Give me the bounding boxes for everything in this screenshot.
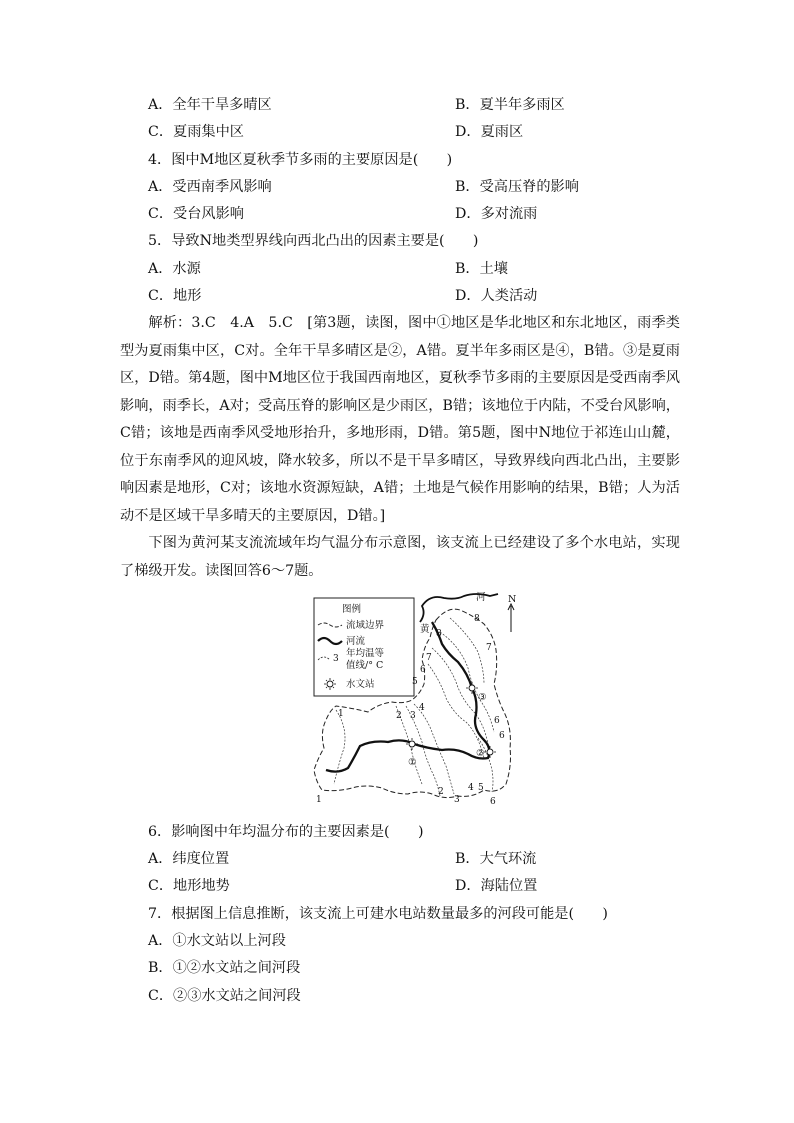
q5-option-a: A．水源	[148, 261, 201, 277]
q5-option-b: B．土壤	[455, 261, 508, 277]
label-huang: 黄	[420, 624, 430, 635]
q4-stem: 4．图中M地区夏秋季节多雨的主要原因是( )	[148, 152, 453, 168]
iso-label: 1	[316, 795, 322, 805]
station-2-label: ②	[476, 748, 485, 759]
q7-option-c: C．②③水文站之间河段	[148, 988, 301, 1004]
station-3-label: ③	[478, 692, 487, 703]
iso-label: 6	[420, 665, 426, 675]
q4-option-b: B．受高压脊的影响	[455, 179, 579, 195]
q6-option-d: D．海陆位置	[455, 878, 538, 894]
legend-isotherm-label: 年均温等	[346, 648, 385, 659]
station-1-icon	[406, 738, 418, 750]
iso-label: 3	[410, 711, 416, 721]
station-2-icon	[484, 746, 496, 758]
intro-paragraph: 下图为黄河某支流流域年均气温分布示意图，该支流上已经建设了多个水电站，实现了梯级开发。读图回答6～7题。	[120, 535, 680, 579]
q6-option-c: C．地形地势	[148, 878, 230, 894]
iso-label: 2	[438, 787, 444, 797]
q4-option-d: D．多对流雨	[455, 206, 538, 222]
iso-label: 6	[499, 731, 505, 741]
iso-label: 7	[426, 653, 432, 663]
iso-label: 8	[474, 614, 480, 624]
legend-isotherm-sample: 3	[333, 654, 339, 664]
iso-label: 8	[436, 629, 442, 639]
q3-option-c: C．夏雨集中区	[148, 124, 244, 140]
iso-label: 3	[454, 795, 460, 805]
q7-stem: 7．根据图上信息推断，该支流上可建水电站数量最多的河段可能是( )	[148, 906, 608, 922]
iso-label: 7	[486, 643, 492, 653]
iso-label: 2	[396, 711, 402, 721]
iso-label: 6	[494, 716, 500, 726]
station-1-label: ①	[408, 757, 417, 768]
q3-option-a: A．全年干旱多晴区	[148, 97, 272, 113]
iso-label: 6	[490, 797, 496, 807]
q5-option-d: D．人类活动	[455, 288, 538, 304]
q5-stem: 5．导致N地类型界线向西北凸出的因素主要是( )	[148, 233, 479, 249]
iso-label: 4	[468, 783, 474, 793]
legend-station-label: 水文站	[346, 679, 375, 690]
q6-option-b: B．大气环流	[455, 851, 537, 867]
q7-option-a: A．①水文站以上河段	[148, 933, 286, 949]
legend-title: 图例	[342, 604, 362, 615]
iso-label: 4	[419, 703, 425, 713]
iso-label: 5	[478, 783, 484, 793]
q6-stem: 6．影响图中年均温分布的主要因素是( )	[148, 824, 424, 840]
iso-label: 1	[338, 709, 344, 719]
q6-option-a: A．纬度位置	[148, 851, 230, 867]
q4-option-c: C．受台风影响	[148, 206, 244, 222]
q4-option-a: A．受西南季风影响	[148, 179, 272, 195]
legend-boundary-label: 流域边界	[346, 620, 385, 631]
analysis-paragraph: 解析：3.C 4.A 5.C [第3题，读图，图中①地区是华北地区和东北地区，雨季类型为夏雨集中区，C对。全年干旱多晴区是②，A错。夏半年多雨区是④，B错。③是夏雨区，D错。第4题，图中M地区位于我国西南地区，夏秋季节多雨的主要原因是受西南季风影响，雨季长，A对；受高压脊的影响区是少雨区，B错；该地位于内陆，不受台风影响，C错；该地是西南季风受地形抬升，多地形雨，D错。第5题，图中N地位于祁连山山麓，位于东南季风的迎风坡，降水较多，所以不是干旱多晴区，导致界线向西北凸出，主要影响因素是地形，C对；该地水资源短缺，A错；土地是气候作用影响的结果，B错；人为活动不是区域干旱多晴天的主要原因，D错。]	[120, 315, 680, 524]
temperature-map	[308, 588, 534, 812]
label-he: 河	[476, 592, 486, 603]
iso-label: 5	[412, 677, 418, 687]
north-label: N	[508, 594, 517, 605]
legend-river-label: 河流	[346, 636, 366, 647]
q3-option-d: D．夏雨区	[455, 124, 524, 140]
yellow-river	[420, 594, 498, 622]
legend-isotherm-label-2: 值线/° C	[346, 660, 384, 671]
q7-option-b: B．①②水文站之间河段	[148, 960, 301, 976]
q3-option-b: B．夏半年多雨区	[455, 97, 565, 113]
q5-option-c: C．地形	[148, 288, 202, 304]
